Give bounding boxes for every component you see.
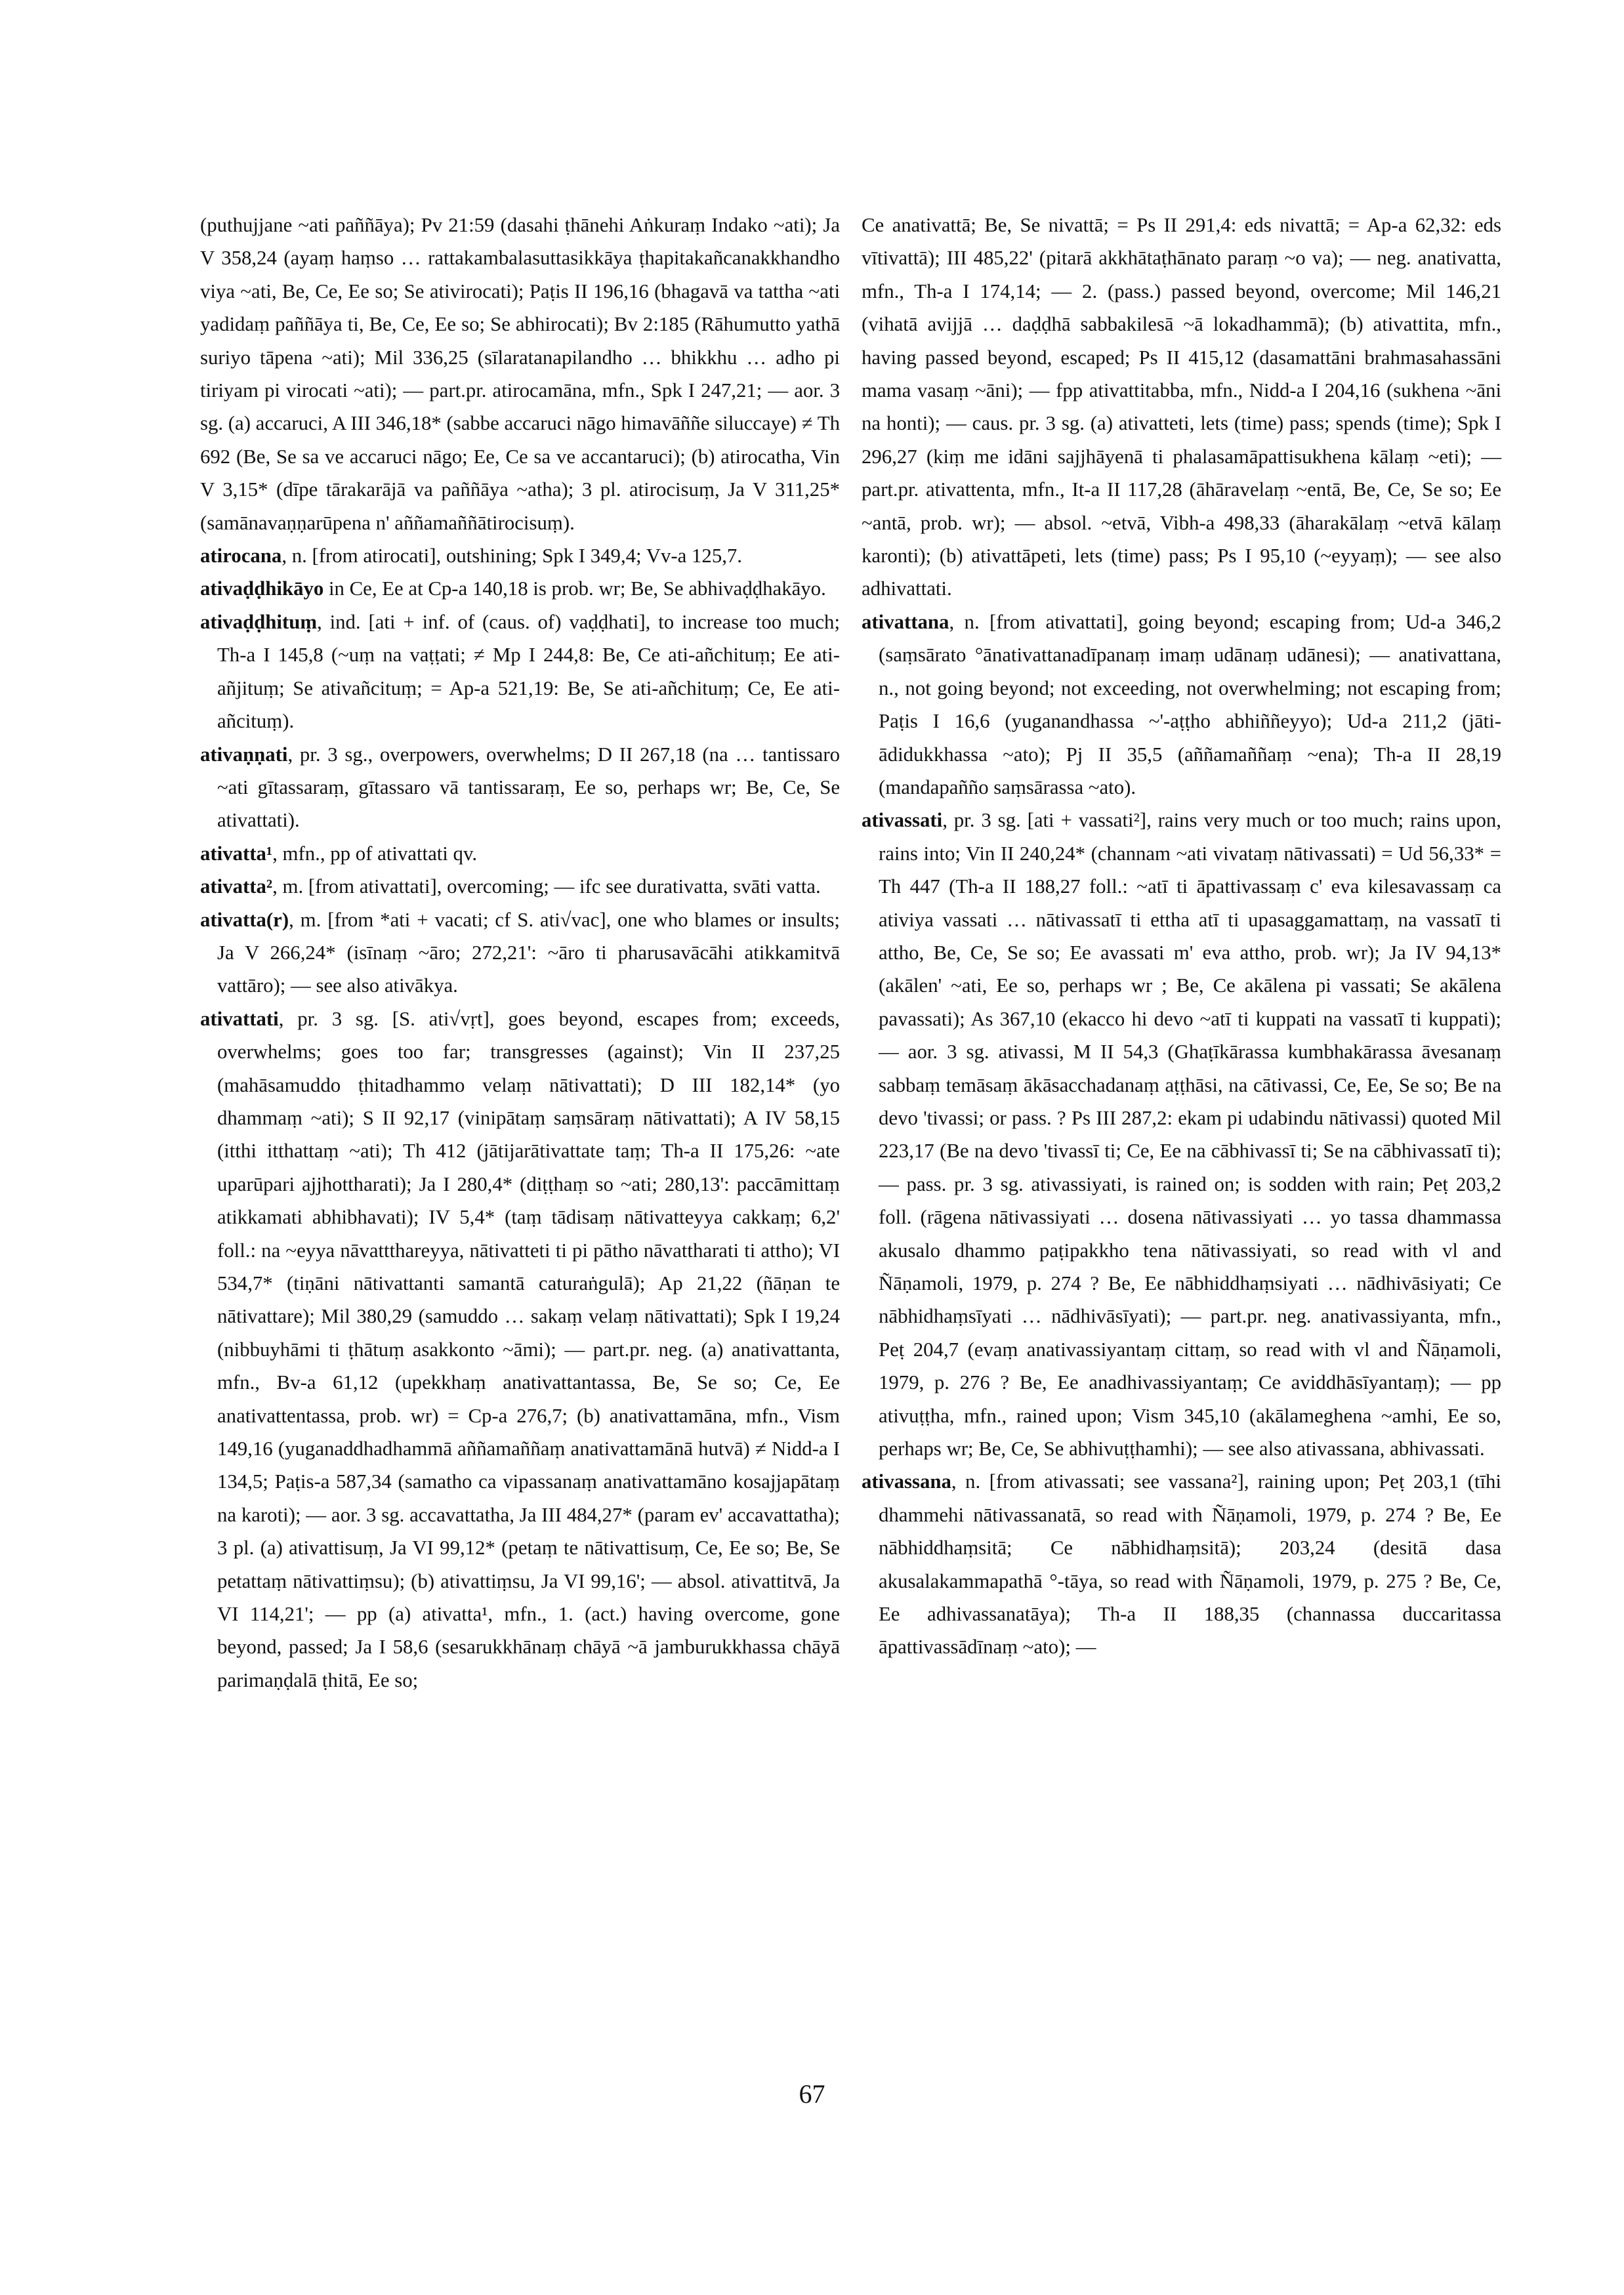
entry-text: , n. [from atirocati], outshining; Spk I 349,4; Vv-a 125,7. [281,545,743,568]
entry-headword: ativatta(r) [200,908,289,931]
page-number: 67 [799,2079,825,2109]
entry-headword: atirocana [200,545,282,568]
entry-headword: ativaḍḍhikāyo [200,577,324,600]
entry-text: , pr. 3 sg. [ati + vassati²], rains very much or too much; rains upon, rains into; Vin II 240,24* (channam ~ati vivataṃ nātivassati) = Ud 56,33* = Th 447 (Th-a II 188,27 foll.: ~atī ti āpattivassaṃ c' eva kilesavassaṃ ca ativiya vassati … nātivassatī ti ettha atī ti upasaggamattaṃ, na vassatī ti attho, Be, Ce, Se so; Ee avassati m' eva attho, prob. wr); Ja IV 94,13* (akālen' ~ati, Ee so, perhaps wr ; Be, Ce akālena pi vassati; Se akālena pavassati); As 367,10 (ekacco hi devo ~atī ti kuppati na vassatī ti kuppati); — aor. 3 sg. ativassi, M II 54,3 (Ghaṭīkārassa kumbhakārassa āvesanaṃ sabbaṃ temāsaṃ ākāsacchadanaṃ aṭṭhāsi, na cātivassi, Ce, Ee, Se so; Be na devo 'tivassi; or pass. ? Ps III 287,2: ekam pi udabindu nātivassi) quoted Mil 223,17 (Be na devo 'tivassī ti; Ce, Ee na cābhivassī ti; Se na cābhivassatī ti); — pass. pr. 3 sg. ativassiyati, is rained on; is sodden with rain; Peṭ 203,2 foll. (rāgena nātivassiyati … dosena nātivassiyati … yo tassa dhammassa akusalo dhammo paṭipakkho tena nātivassiyati, so read with vl and Ñāṇamoli, 1979, p. 274 ? Be, Ee nābhiddhaṃsiyati … nādhivāsiyati; Ce nābhidhaṃsīyati … nādhivāsīyati); — part.pr. neg. anativassiyanta, mfn., Peṭ 204,7 (evaṃ anativassiyantaṃ cittaṃ, so read with vl and Ñāṇamoli, 1979, p. 276 ? Be, Ee anadhivassiyantaṃ; Ce aviddhāsīyantaṃ); — pp ativuṭṭha, mfn., rained upon; Vism 345,10 (akālameghena ~amhi, Ee so, perhaps wr; Be, Ce, Se abhivuṭṭhamhi); — see also ativassana, abhivassati. [879,809,1501,1460]
entry-text: in Ce, Ee at Cp-a 140,18 is prob. wr; Be, Se abhivaḍḍhakāyo. [323,577,826,600]
entry-headword: ativaḍḍhituṃ [200,610,317,633]
entry-headword: ativattati [200,1007,279,1030]
entry-text: (puthujjane ~ati paññāya); Pv 21:59 (dasahi ṭhānehi Aṅkuraṃ Indako ~ati); Ja V 358,24 (ayaṃ haṃso … rattakambalasuttasikkāya ṭhapitakañcanakkhandho viya ~ati, Be, Ce, Ee so; Se ativirocati); Paṭis II 196,16 (bhagavā va tattha ~ati yadidaṃ paññāya ti, Be, Ce, Ee so; Se abhirocati); Bv 2:185 (Rāhumutto yathā suriyo tāpena ~ati); Mil 336,25 (sīlaratanapilandho … bhikkhu … adho pi tiriyam pi virocati ~ati); — part.pr. atirocamāna, mfn., Spk I 247,21; — aor. 3 sg. (a) accaruci, A III 346,18* (sabbe accaruci nāgo himavāññe siluccaye) ≠ Th 692 (Be, Se sa ve accaruci nāgo; Ee, Ce sa ve accantaruci); (b) atirocatha, Vin V 3,15* (dīpe tārakarājā va paññāya ~atha); 3 pl. atirocisuṃ, Ja V 311,25* (samānavaṇṇarūpena n' aññamaññātirocisuṃ). [200,214,840,534]
dictionary-entry [200,1003,840,1697]
right-column [862,209,1501,1664]
entry-headword: ativassati [862,809,943,832]
entry-headword: ativassana [862,1470,951,1493]
entry-text: , pr. 3 sg. [S. ati√vṛt], goes beyond, escapes from; exceeds, overwhelms; goes too far; transgresses (against); Vin II 237,25 (mahāsamuddo ṭhitadhammo velaṃ nātivattati); D III 182,14* (yo dhammaṃ ~ati); S II 92,17 (vinipātaṃ saṃsāraṃ nātivattati); A IV 58,15 (itthi itthattaṃ ~ati); Th 412 (jātijarātivattate taṃ; Th-a II 175,26: ~ate uparūpari ajjhottharati); Ja I 280,4* (diṭṭhaṃ so ~ati; 280,13': paccāmittaṃ atikkamati abhibhavati); IV 5,4* (taṃ tādisaṃ nātivatteyya cakkaṃ; 6,2' foll.: na ~eyya nāvattthareyya, nātivatteti ti pi pātho nāvattharati ti attho); VI 534,7* (tiṇāni nātivattanti samantā caturaṅgulā); Ap 21,22 (ñāṇan te nātivattare); Mil 380,29 (samuddo … sakaṃ velaṃ nātivattati); Spk I 19,24 (nibbuyhāmi ti ṭhātuṃ asakkonto ~āmi); — part.pr. neg. (a) anativattanta, mfn., Bv-a 61,12 (upekkhaṃ anativattantassa, Be, Se so; Ce, Ee anativattentassa, prob. wr) = Cp-a 276,7; (b) anativattamāna, mfn., Vism 149,16 (yuganaddhadhammā aññamaññaṃ anativattamānā hutvā) ≠ Nidd-a I 134,5; Paṭis-a 587,34 (samatho ca vipassanaṃ anativattamāno kosajjapātaṃ na karoti); — aor. 3 sg. accavattatha, Ja III 484,27* (param ev' accavattatha); 3 pl. (a) ativattisuṃ, Ja VI 99,12* (petaṃ te nātivattisuṃ, Ce, Ee so; Be, Se petattaṃ nātivattiṃsu); (b) ativattiṃsu, Ja VI 99,16'; — absol. ativattitvā, Ja VI 114,21'; — pp (a) ativatta¹, mfn., 1. (act.) having overcome, gone beyond, passed; Ja I 58,6 (sesarukkhānaṃ chāyā ~ā jamburukkhassa chāyā parimaṇḍalā ṭhitā, Ee so; [217,1007,840,1691]
entry-text: , ind. [ati + inf. of (caus. of) vaḍḍhati], to increase too much; Th-a I 145,8 (~uṃ na vaṭṭati; ≠ Mp I 244,8: Be, Ce ati-añchituṃ; Ee ati-añjituṃ; Se ativañcituṃ; = Ap-a 521,19: Be, Se ati-añchituṃ; Ce, Ee ati-añcituṃ). [217,610,840,733]
dictionary-entry [862,804,1501,1465]
entry-headword: ativaṇṇati [200,743,288,766]
entry-headword: ativatta¹ [200,842,273,865]
dictionary-entry [200,738,840,837]
entry-continuation [862,209,1501,606]
left-column [200,209,840,1697]
dictionary-entry [862,606,1501,804]
entry-text: , n. [from ativattati], going beyond; escaping from; Ud-a 346,2 (saṃsārato °ānativattanadīpanaṃ imaṃ udānaṃ udānesi); — anativattana, n., not going beyond; not exceeding, not overwhelming; not escaping from; Paṭis I 16,6 (yuganandhassa ~'-aṭṭho abhiññeyyo); Ud-a 211,2 (jāti-ādidukkhassa ~ato); Pj II 35,5 (aññamaññaṃ ~ena); Th-a II 28,19 (mandapañño saṃsārassa ~ato). [879,610,1501,798]
entry-headword: ativattana [862,610,949,633]
dictionary-entry [200,606,840,738]
entry-text: Ce anativattā; Be, Se nivattā; = Ps II 291,4: eds nivattā; = Ap-a 62,32: eds vītivattā); III 485,22' (pitarā akkhātaṭhānato paraṃ ~o va); — neg. anativatta, mfn., Th-a I 174,14; — 2. (pass.) passed beyond, overcome; Mil 146,21 (vihatā avijjā … daḍḍhā sabbakilesā ~ā lokadhammā); (b) ativattita, mfn., having passed beyond, escaped; Ps II 415,12 (dasamattāni brahmasahassāni mama vasaṃ ~āni); — fpp ativattitabba, mfn., Nidd-a I 204,16 (sukhena ~āni na honti); — caus. pr. 3 sg. (a) ativatteti, lets (time) pass; spends (time); Spk I 296,27 (kiṃ me idāni sajjhāyenā ti phalasamāpattisukhena kālaṃ ~eti); — part.pr. ativattenta, mfn., It-a II 117,28 (āhāravelaṃ ~entā, Be, Ce, Se so; Ee ~antā, prob. wr); — absol. ~etvā, Vibh-a 498,33 (āharakālaṃ ~etvā kālaṃ karonti); (b) ativattāpeti, lets (time) pass; Ps I 95,10 (~eyyaṃ); — see also adhivattati. [862,214,1501,600]
entry-headword: ativatta² [200,875,273,898]
dictionary-entry [200,539,840,572]
entry-text: , mfn., pp of ativattati qv. [272,842,478,865]
entry-text: , n. [from ativassati; see vassana²], raining upon; Peṭ 203,1 (tīhi dhammehi nātivassanatā, so read with Ñāṇamoli, 1979, p. 274 ? Be, Ee nābhiddhaṃsitā; Ce nābhidhaṃsitā); 203,24 (desitā dasa akusalakammapathā °-tāya, so read with Ñāṇamoli, 1979, p. 275 ? Be, Ce, Ee adhivassanatāya); Th-a II 188,35 (channassa duccaritassa āpattivassādīnaṃ ~ato); — [879,1470,1501,1659]
dictionary-entry [862,1465,1501,1663]
entry-text: , m. [from ativattati], overcoming; — ifc see durativatta, svāti vatta. [272,875,821,898]
entry-continuation [200,209,840,539]
entry-text: , m. [from *ati + vacati; cf S. ati√vac], one who blames or insults; Ja V 266,24* (isīnaṃ ~āro; 272,21': ~āro ti pharusavācāhi atikkamitvā vattāro); — see also ativākya. [217,908,840,997]
dictionary-entry [200,837,840,870]
dictionary-entry [200,903,840,1003]
dictionary-entry [200,572,840,605]
entry-text: , pr. 3 sg., overpowers, overwhelms; D II 267,18 (na … tantissaro ~ati gītassaraṃ, gītassaro vā tantissaraṃ, Ee so, perhaps wr; Be, Ce, Se ativattati). [217,743,840,832]
dictionary-entry [200,870,840,903]
